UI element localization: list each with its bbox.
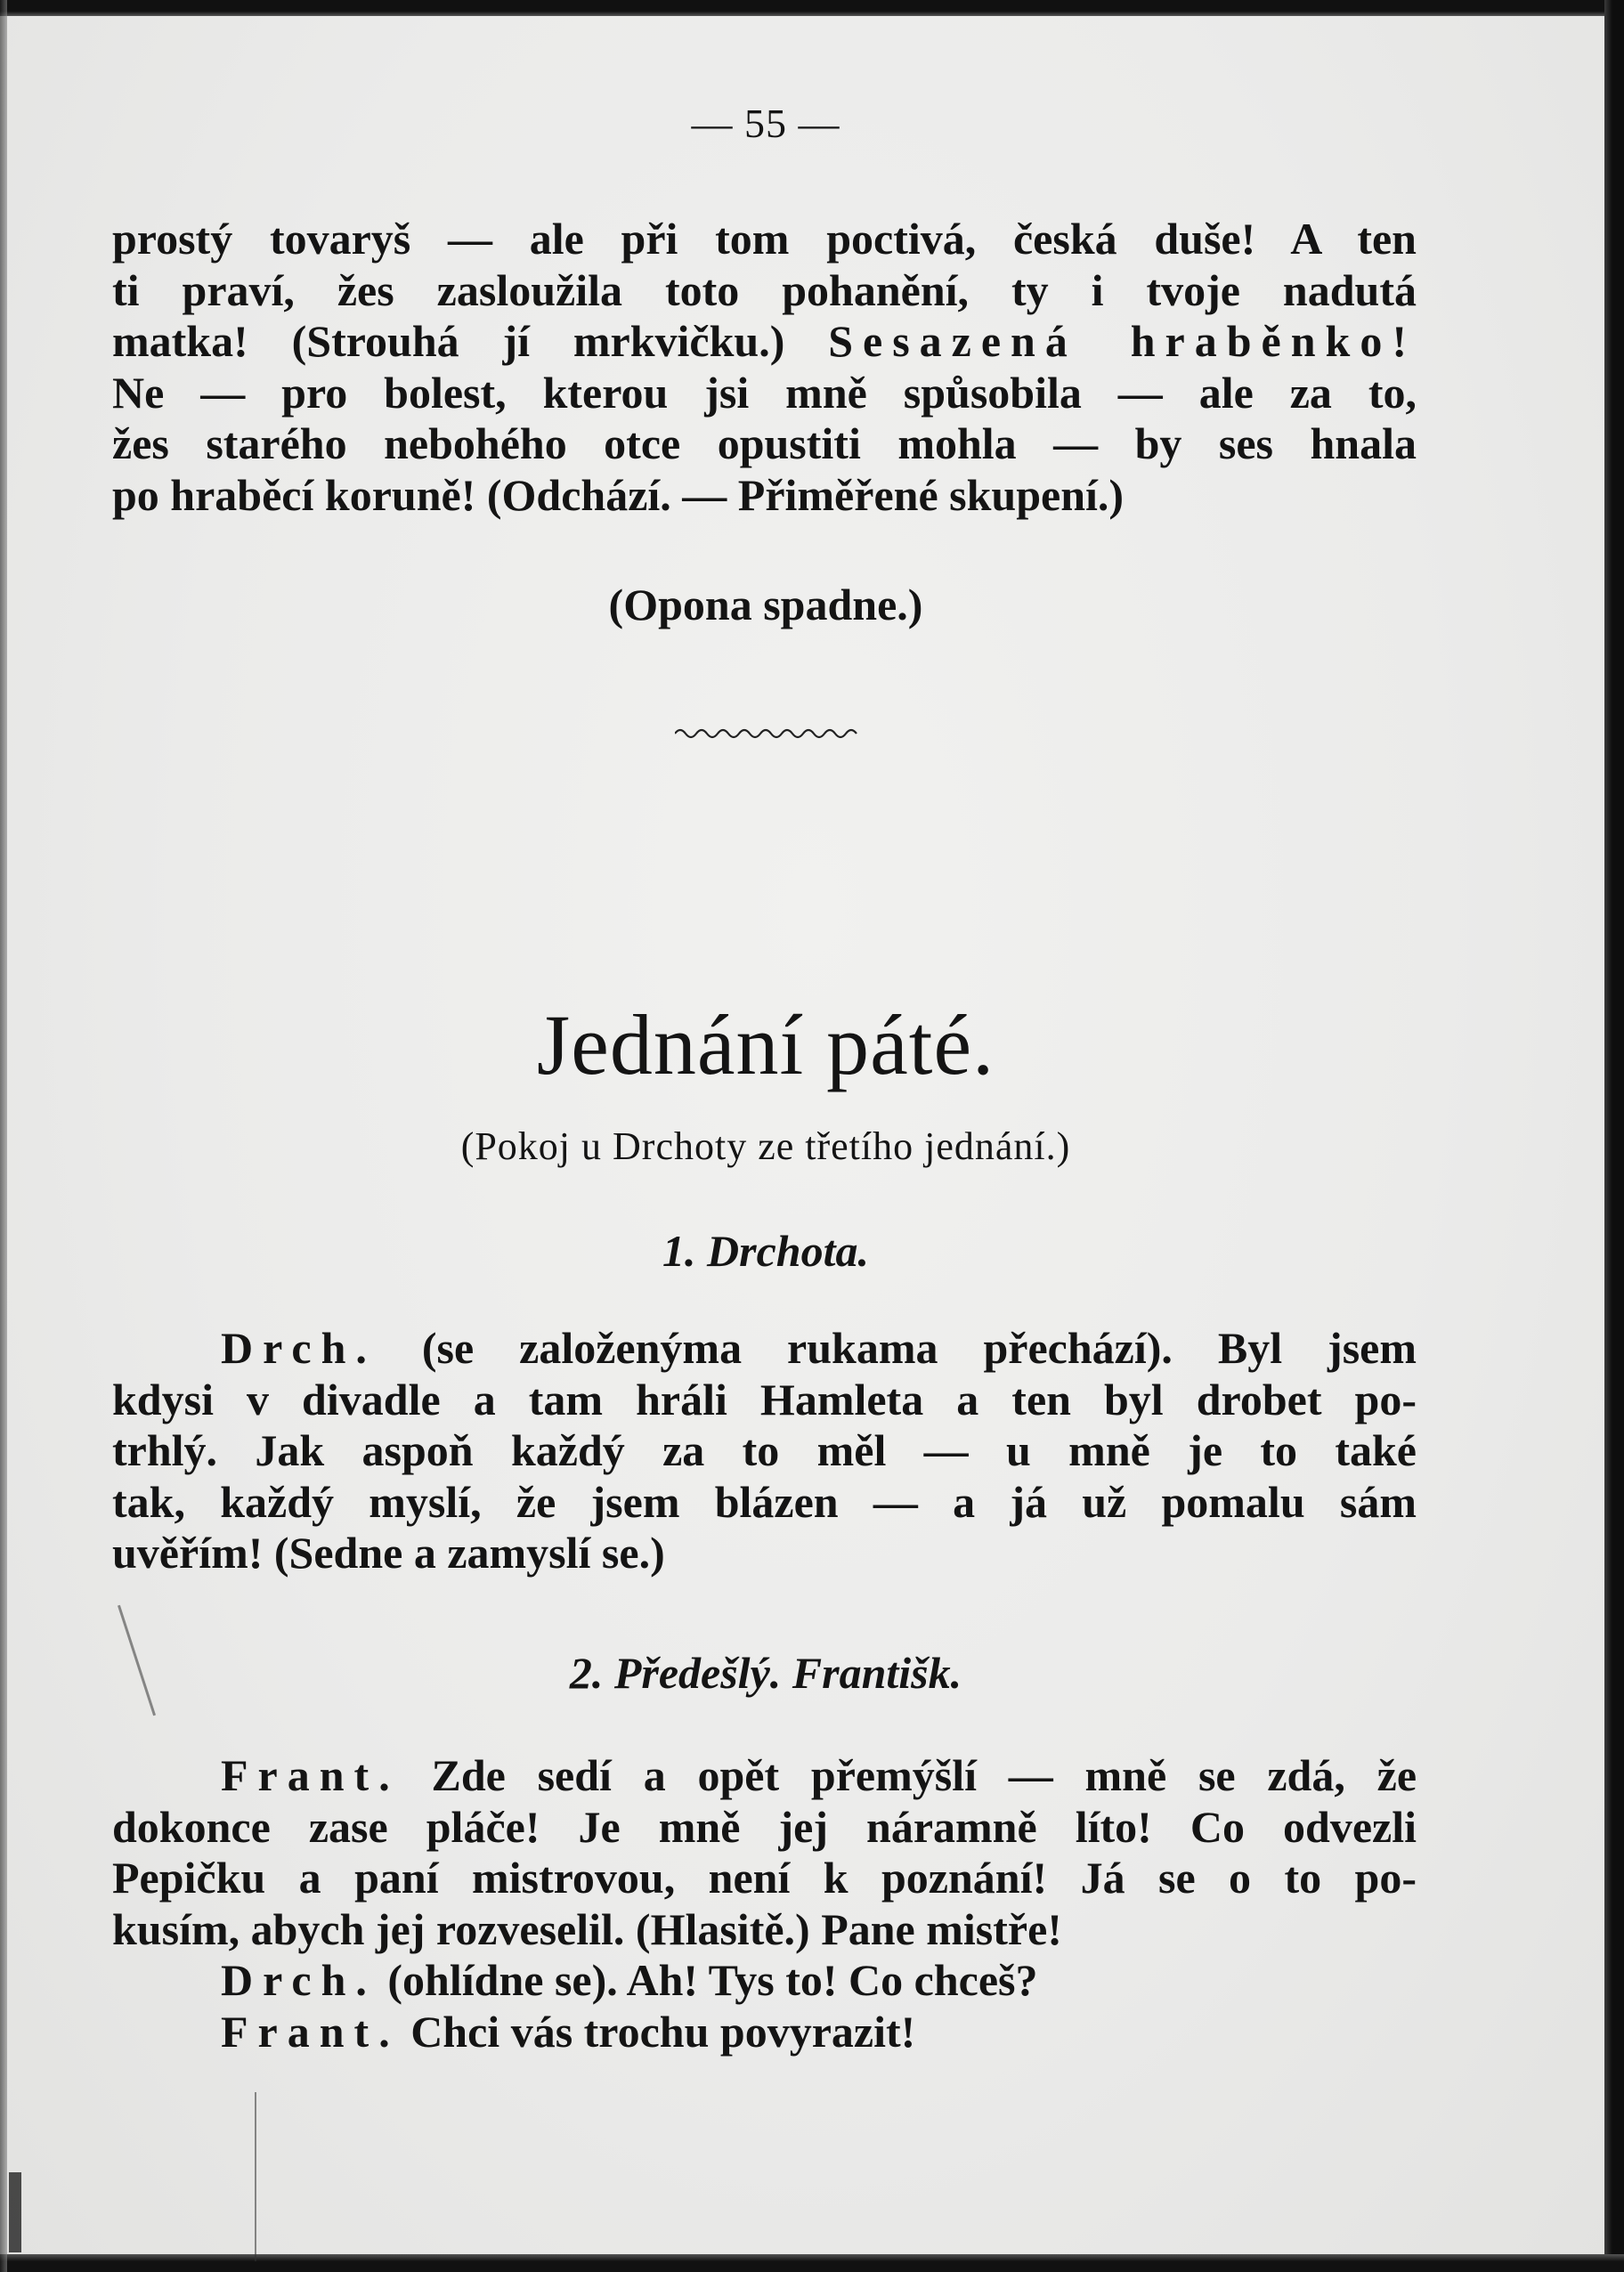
speech-text: (se založenýma rukama přechází). Byl jsem	[421, 1323, 1417, 1373]
paragraph-continuation	[112, 214, 1417, 521]
act-subtitle: (Pokoj u Drchoty ze třetího jednání.)	[460, 1124, 1071, 1168]
scan-artifact	[255, 2092, 256, 2261]
page-number: — 55 —	[691, 101, 840, 146]
scan-edge-right	[1604, 0, 1624, 2272]
act-title: Jednání páté.	[536, 997, 995, 1092]
text-line	[112, 1955, 1417, 2007]
text-line: trhlý. Jak aspoň každý za to měl — u mně je to také	[112, 1425, 1417, 1475]
text-line: po hraběcí koruně! (Odchází. — Přiměřené skupení.)	[112, 469, 1125, 520]
scene-heading: 1. Drchota.	[662, 1226, 869, 1276]
scan-artifact	[9, 2172, 21, 2252]
text-line: dokonce zase pláče! Je mně jej náramně líto! Co odvezli	[112, 1801, 1417, 1852]
scan-edge-top	[0, 0, 1624, 16]
text-line: kdysi v divadle a tam hráli Hamleta a ten byl drobet po-	[112, 1374, 1417, 1424]
text-line: uvěřím! (Sedne a zamyslí se.)	[112, 1528, 665, 1578]
spaced-emphasis: Sesazená hraběnko!	[828, 316, 1417, 366]
scene-heading: 2. Předešlý. Františk.	[569, 1648, 962, 1698]
text-line: matka! (Strouhá jí mrkvičku.) Sesazená hraběnko!	[112, 316, 1417, 366]
text-line	[112, 1750, 1417, 1802]
text-line: kusím, abych jej rozveselil. (Hlasitě.) Pane mistře!	[112, 1903, 1062, 1954]
speaker-name: Drch.	[221, 1955, 377, 2005]
text-line	[112, 1323, 1417, 1375]
speaker-name: Drch.	[221, 1323, 377, 1373]
decorative-ornament	[675, 723, 858, 741]
scene1-paragraph	[112, 1323, 1417, 1579]
text-line: tak, každý myslí, že jsem blázen — a já už pomalu sám	[112, 1476, 1417, 1527]
speech-text: Zde sedí a opět přemýšlí — mně se zdá, že	[431, 1750, 1417, 1800]
scene2-paragraph	[112, 1750, 1417, 2057]
text-line: ti praví, žes zasloužila toto pohanění, ty i tvoje nadutá	[112, 264, 1417, 315]
text-line: prostý tovaryš — ale při tom poctivá, česká duše! A ten	[112, 214, 1417, 264]
text-line	[112, 2007, 1417, 2058]
text-line: Pepičku a paní mistrovou, není k poznání! Já se o to po-	[112, 1853, 1417, 1903]
text-line: Ne — pro bolest, kterou jsi mně spůsobila — ale za to,	[112, 367, 1417, 418]
scan-edge-bottom	[0, 2254, 1624, 2272]
speaker-name: Frant.	[221, 1750, 400, 1800]
speech-text: (ohlídne se). Ah! Tys to! Co chceš?	[387, 1955, 1038, 2005]
speech-text: Chci vás trochu povyrazit!	[410, 2006, 916, 2057]
text-line: žes starého nebohého otce opustiti mohla — by ses hnala	[112, 418, 1417, 468]
stage-direction-curtain: (Opona spadne.)	[608, 580, 923, 629]
speaker-name: Frant.	[221, 2006, 400, 2057]
